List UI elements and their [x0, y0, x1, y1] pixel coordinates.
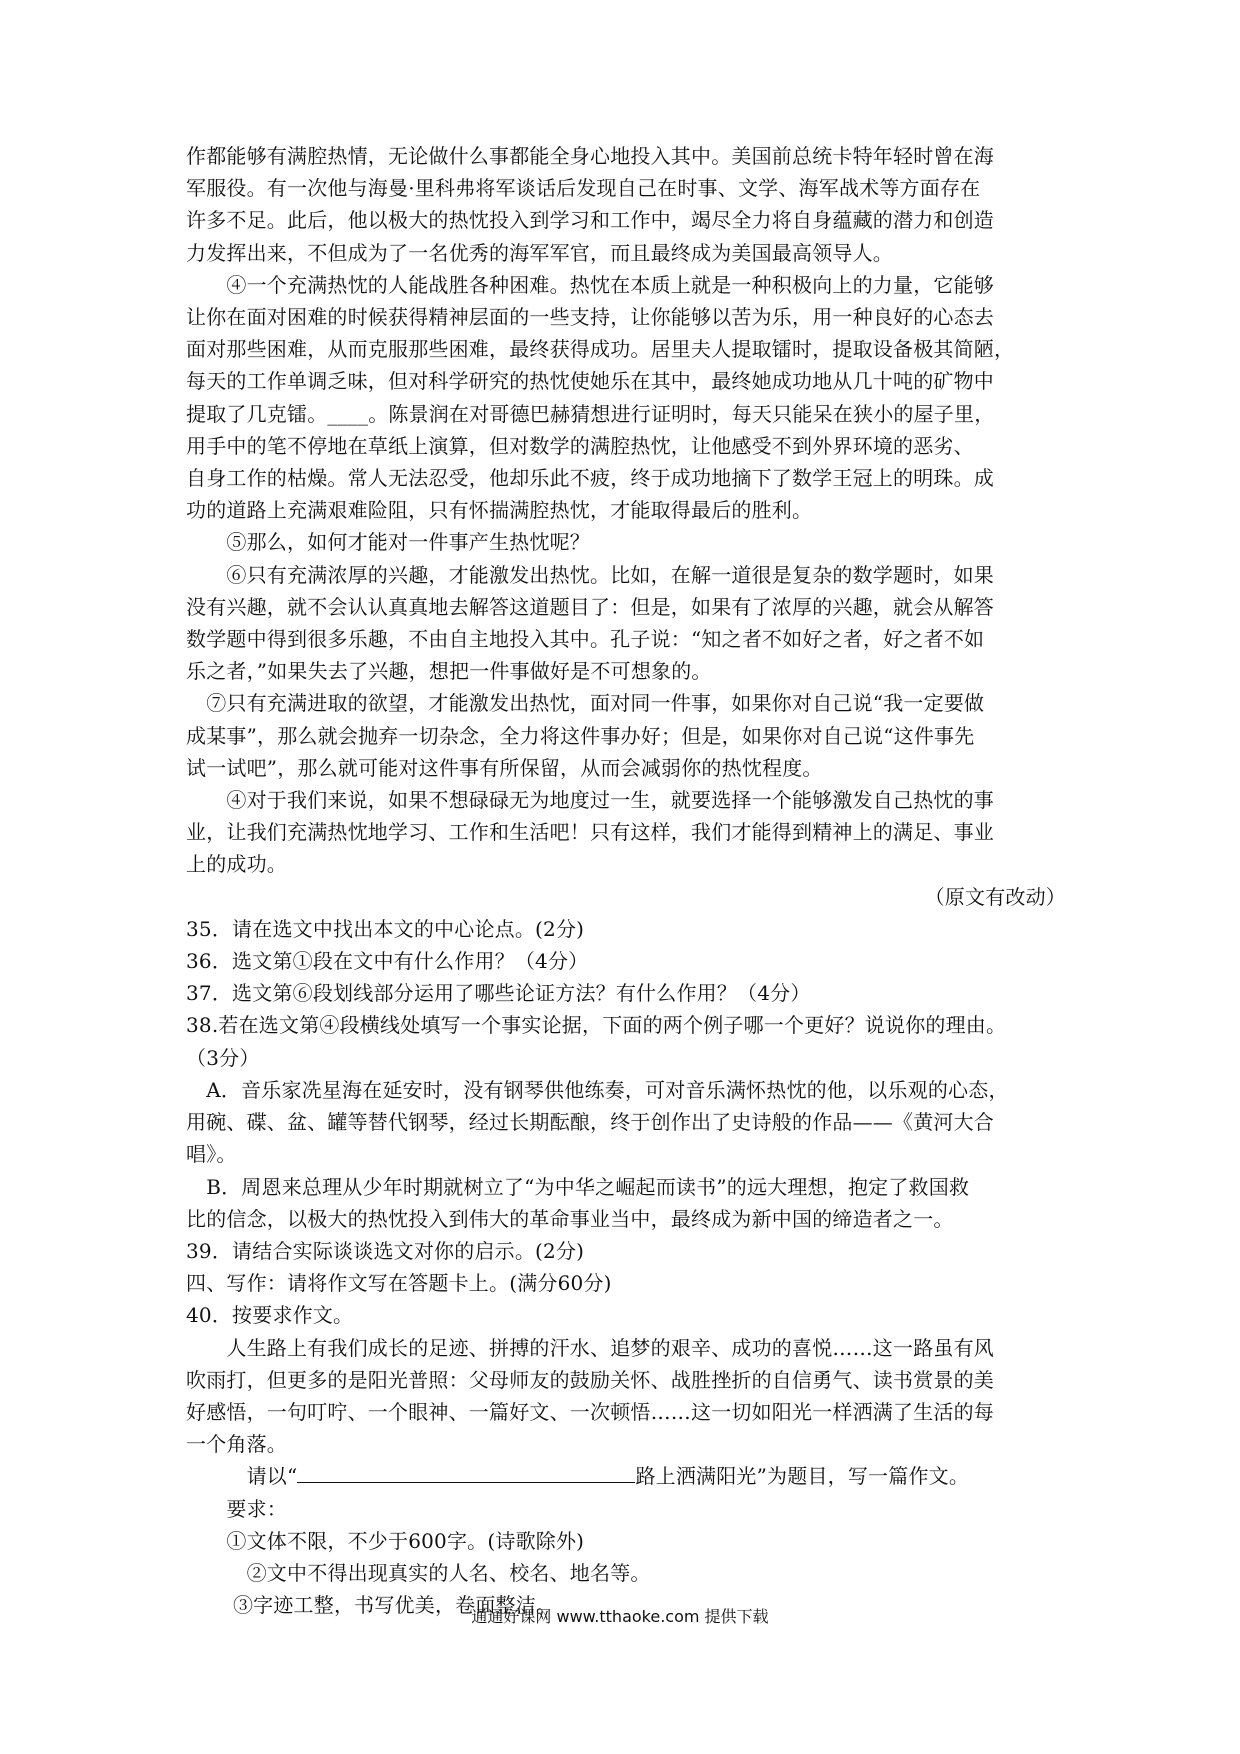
requirement-line: 要求： — [186, 1496, 287, 1521]
question-line: 吹雨打，但更多的是阳光普照：父母师友的鼓励关怀、战胜挫折的自信勇气、读书赏景的美 — [186, 1367, 994, 1392]
passage-line: 提取了几克镭。____。陈景润在对哥德巴赫猜想进行证明时，每天只能呆在狭小的屋子里， — [186, 401, 995, 426]
question-list — [186, 913, 1066, 1460]
passage-line: 上的成功。 — [186, 852, 287, 877]
question-line: （3分） — [186, 1045, 260, 1070]
title-blank — [297, 1464, 635, 1483]
question-line: 38.若在选文第④段横线处填写一个事实论据，下面的两个例子哪一个更好？说说你的理由。 — [186, 1013, 1007, 1038]
passage-line: ⑤那么，如何才能对一件事产生热忱呢？ — [186, 530, 590, 555]
question-line: 39．请结合实际谈谈选文对你的启示。(2分) — [186, 1238, 585, 1263]
passage-line: ⑥只有充满浓厚的兴趣，才能激发出热忱。比如，在解一道很是复杂的数学题时，如果 — [186, 562, 994, 587]
question-line: 用碗、碟、盆、罐等替代钢琴，经过长期酝酿，终于创作出了史诗般的作品——《黄河大合 — [186, 1110, 994, 1135]
passage-line: 每天的工作单调乏味，但对科学研究的热忱使她乐在其中，最终她成功地从几十吨的矿物中 — [186, 369, 994, 394]
passage-line: 成某事”，那么就会抛弃一切杂念，全力将这件事办好；但是，如果你对自己说“这件事先 — [186, 723, 975, 748]
passage-line: 让你在面对困难的时候获得精神层面的一些支持，让你能够以苦为乐，用一种良好的心态去 — [186, 305, 994, 330]
passage-line: 数学题中得到很多乐趣，不由自主地投入其中。孔子说：“知之者不如好之者，好之者不如 — [186, 627, 985, 652]
passage-line: ④对于我们来说，如果不想碌碌无为地度过一生，就要选择一个能够激发自己热忱的事 — [186, 788, 994, 813]
passage-line: 业，让我们充满热忱地学习、工作和生活吧！只有这样，我们才能得到精神上的满足、事业 — [186, 820, 994, 845]
requirement-line: ②文中不得出现真实的人名、校名、地名等。 — [186, 1560, 651, 1585]
essay-prompt-after: 路上洒满阳光”为题目，写一篇作文。 — [635, 1464, 970, 1489]
question-line: A．音乐家冼星海在延安时，没有钢琴供他练奏，可对音乐满怀热忱的他，以乐观的心态， — [186, 1077, 1009, 1102]
passage-line: 面对那些困难，从而克服那些困难，最终获得成功。居里夫人提取镭时，提取设备极其简陋， — [186, 337, 1015, 362]
passage-line: ④一个充满热忱的人能战胜各种困难。热忱在本质上就是一种积极向上的力量，它能够 — [186, 272, 994, 297]
passage-line: 试一试吧”，那么就可能对这件事有所保留，从而会减弱你的热忱程度。 — [186, 755, 823, 780]
question-line: 35．请在选文中找出本文的中心论点。(2分) — [186, 916, 585, 941]
source-note: （原文有改动） — [924, 884, 1066, 909]
passage-line: ⑦只有充满进取的欲望，才能激发出热忱，面对同一件事，如果你对自己说“我一定要做 — [186, 691, 985, 716]
question-line: 一个角落。 — [186, 1432, 287, 1457]
essay-prompt-before: 请以“ — [186, 1464, 298, 1489]
passage-line: 用手中的笔不停地在草纸上演算，但对数学的满腔热忱，让他感受不到外界环境的恶劣、 — [186, 433, 974, 458]
passage-line: 许多不足。此后，他以极大的热忱投入到学习和工作中，竭尽全力将自身蕴藏的潜力和创造 — [186, 208, 994, 233]
passage-line: 自身工作的枯燥。常人无法忍受，他却乐此不疲，终于成功地摘下了数学王冠上的明珠。成 — [186, 466, 994, 491]
passage-line: 没有兴趣，就不会认认真真地去解答这道题目了：但是，如果有了浓厚的兴趣，就会从解答 — [186, 594, 994, 619]
passage-line: 力发挥出来，不但成为了一名优秀的海军军官，而且最终成为美国最高领导人。 — [186, 240, 893, 265]
passage-line: 军服役。有一次他与海曼·里科弗将军谈话后发现自己在时事、文学、海军战术等方面存在 — [186, 176, 981, 201]
passage-line: 乐之者，”如果失去了兴趣，想把一件事做好是不可想象的。 — [186, 659, 712, 684]
question-line: 36．选文第①段在文中有什么作用？（4分） — [186, 949, 589, 974]
question-line: 唱》。 — [186, 1142, 237, 1167]
requirement-line: ①文体不限，不少于600字。(诗歌除外) — [186, 1528, 585, 1553]
requirement-line: ③字迹工整，书写优美，卷面整洁。 — [186, 1593, 557, 1618]
passage-line: 功的道路上充满艰难险阻，只有怀揣满腔热忱，才能取得最后的胜利。 — [186, 498, 813, 523]
passage-line: 作都能够有满腔热情，无论做什么事都能全身心地投入其中。美国前总统卡特年轻时曾在海 — [186, 144, 994, 168]
question-line: 40．按要求作文。 — [186, 1303, 354, 1328]
essay-requirements — [186, 1493, 1066, 1622]
question-line: B．周恩来总理从少年时期就树立了“为中华之崛起而读书”的远大理想，抱定了救国救 — [186, 1174, 970, 1199]
question-line: 比的信念，以极大的热忱投入到伟大的革命事业当中，最终成为新中国的缔造者之一。 — [186, 1206, 954, 1231]
question-line: 37．选文第⑥段划线部分运用了哪些论证方法？有什么作用？（4分） — [186, 981, 811, 1006]
document-body — [186, 140, 1066, 1621]
reading-passage — [186, 140, 1066, 881]
page-footer: 通通好课网 www.tthaoke.com 提供下载 — [471, 1607, 769, 1626]
question-line: 好感悟，一句叮咛、一个眼神、一篇好文、一次顿悟……这一切如阳光一样洒满了生活的每 — [186, 1399, 994, 1424]
essay-title-prompt — [186, 1460, 1066, 1492]
question-line: 四、写作：请将作文写在答题卡上。(满分60分) — [186, 1271, 612, 1296]
question-line: 人生路上有我们成长的足迹、拼搏的汗水、追梦的艰辛、成功的喜悦……这一路虽有风 — [186, 1335, 994, 1360]
